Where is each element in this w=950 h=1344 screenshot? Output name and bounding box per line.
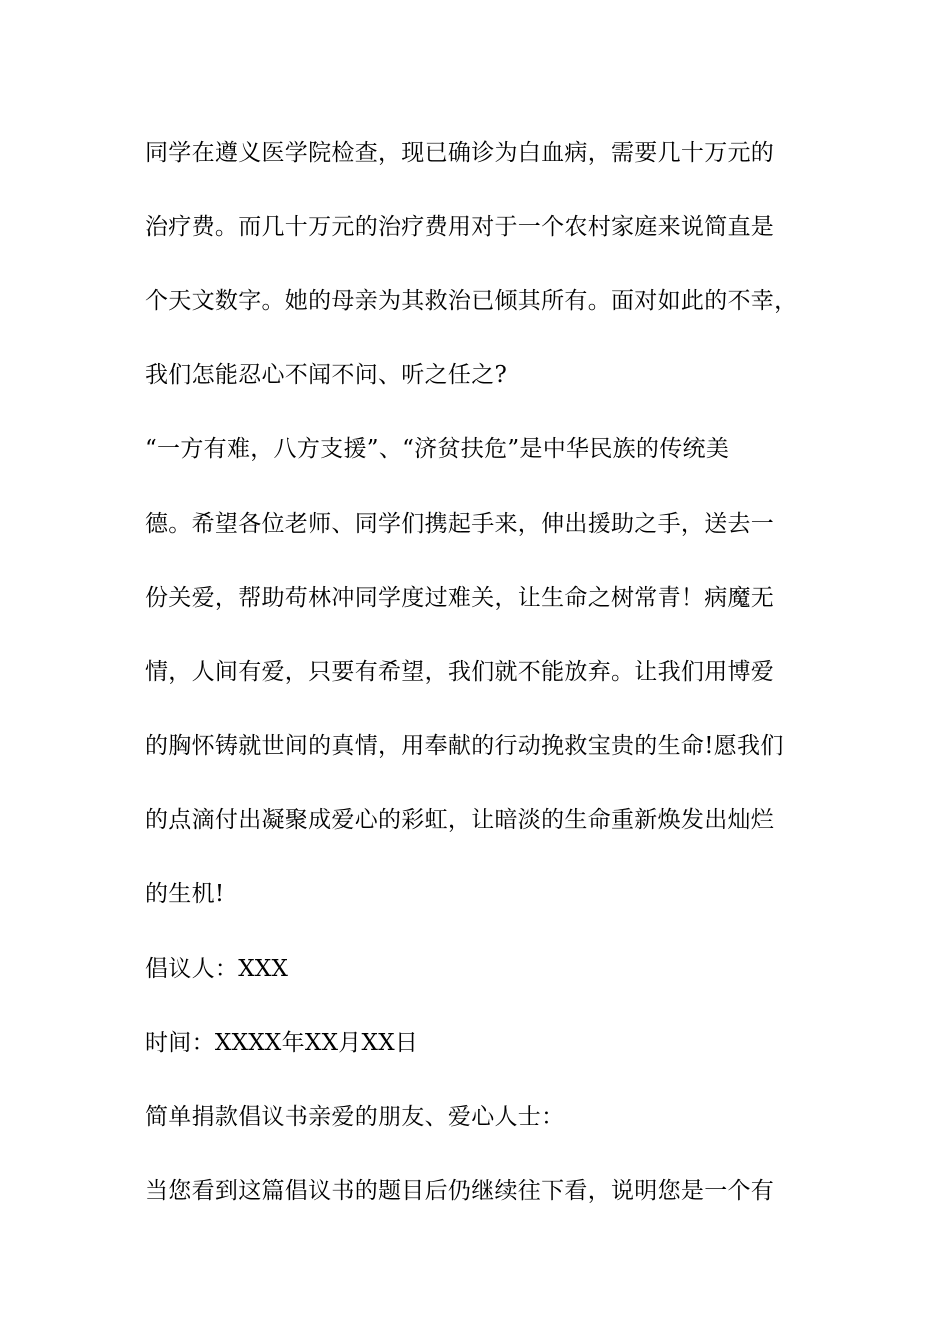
text-line: 我们怎能忍心不闻不问、听之任之? — [145, 362, 508, 388]
section-heading: 简单捐款倡议书亲爱的朋友、爱心人士： — [145, 1104, 565, 1130]
text-line: 同学在遵义医学院检查，现已确诊为白血病，需要几十万元的 — [145, 140, 775, 166]
initiator-line: 倡议人：XXX — [145, 956, 289, 982]
text-line: “一方有难，八方支援”、“济贫扶危”是中华民族的传统美 — [145, 436, 730, 462]
text-line: 的胸怀铸就世间的真情，用奉献的行动挽救宝贵的生命!愿我们 — [145, 733, 784, 759]
text-line: 当您看到这篇倡议书的题目后仍继续往下看，说明您是一个有 — [145, 1178, 775, 1204]
text-line: 个天文数字。她的母亲为其救治已倾其所有。面对如此的不幸， — [145, 288, 798, 314]
text-line: 的生机! — [145, 881, 225, 907]
text-line: 德。希望各位老师、同学们携起手来，伸出援助之手，送去一 — [145, 511, 775, 537]
text-line: 治疗费。而几十万元的治疗费用对于一个农村家庭来说简直是 — [145, 214, 775, 240]
text-line: 份关爱，帮助苟林冲同学度过难关，让生命之树常青！病魔无 — [145, 585, 775, 611]
date-line: 时间：XXXX年XX月XX日 — [145, 1030, 419, 1056]
text-line: 情，人间有爱，只要有希望，我们就不能放弃。让我们用博爱 — [145, 659, 775, 685]
text-line: 的点滴付出凝聚成爱心的彩虹，让暗淡的生命重新焕发出灿烂 — [145, 807, 775, 833]
